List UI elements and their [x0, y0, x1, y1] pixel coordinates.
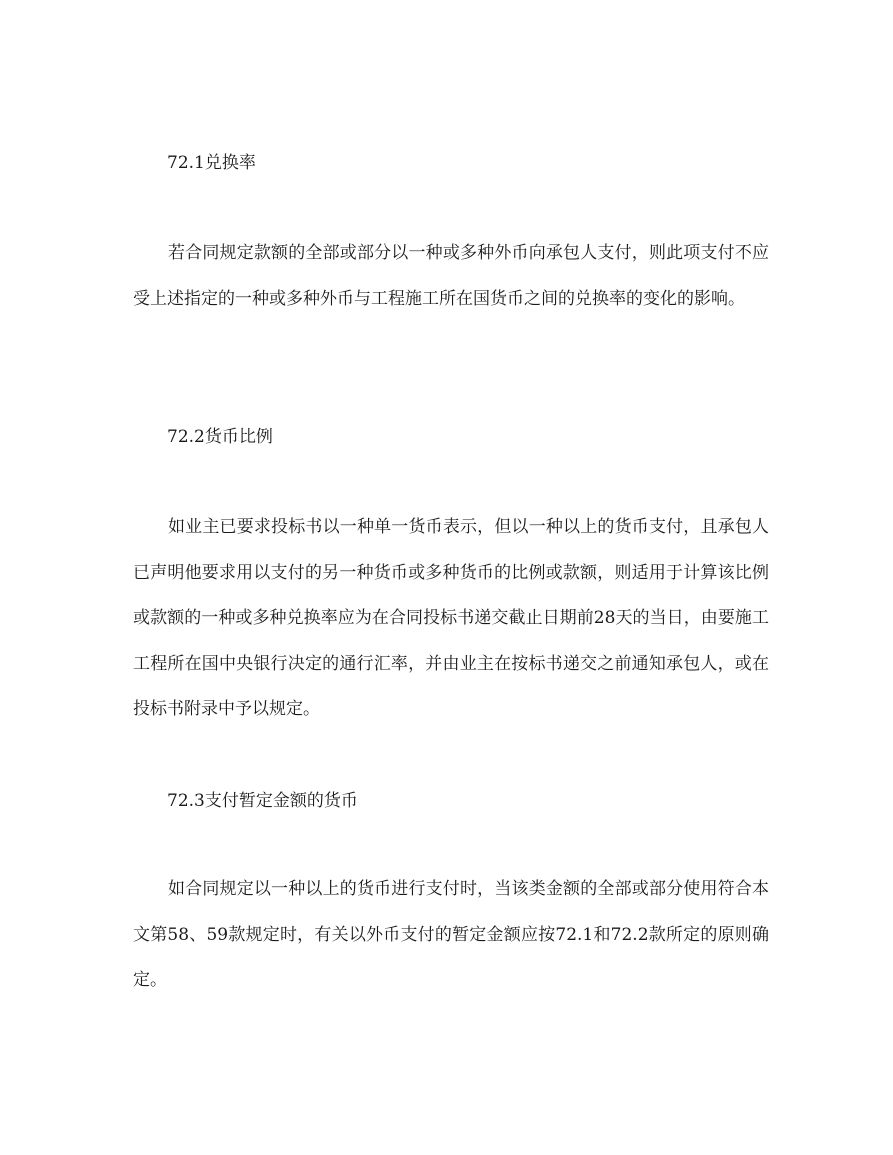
section-paragraph-72-3: 如合同规定以一种以上的货币进行支付时，当该类金额的全部或部分使用符合本文第58、59款规定时，有关以外币支付的暂定金额应按72.1和72.2款所定的原则确定。 [133, 879, 769, 990]
section-heading-72-2: 72.2货币比例 [167, 427, 273, 447]
section-paragraph-72-2: 如业主已要求投标书以一种单一货币表示，但以一种以上的货币支付，且承包人已声明他要求用以支付的另一种货币或多种货币的比例或款额，则适用于计算该比例或款额的一种或多种兑换率应为在合同投标书递交截止日期前28天的当日，由要施工工程所在国中央银行决定的通行汇率，并由业主在按标书递交之前通知承包人，或在投标书附录中予以规定。 [133, 517, 769, 719]
section-heading-72-3: 72.3支付暂定金额的货币 [167, 791, 358, 811]
section-heading-72-1: 72.1兑换率 [167, 153, 256, 173]
section-paragraph-72-1: 若合同规定款额的全部或部分以一种或多种外币向承包人支付，则此项支付不应受上述指定的一种或多种外币与工程施工所在国货币之间的兑换率的变化的影响。 [133, 243, 769, 309]
